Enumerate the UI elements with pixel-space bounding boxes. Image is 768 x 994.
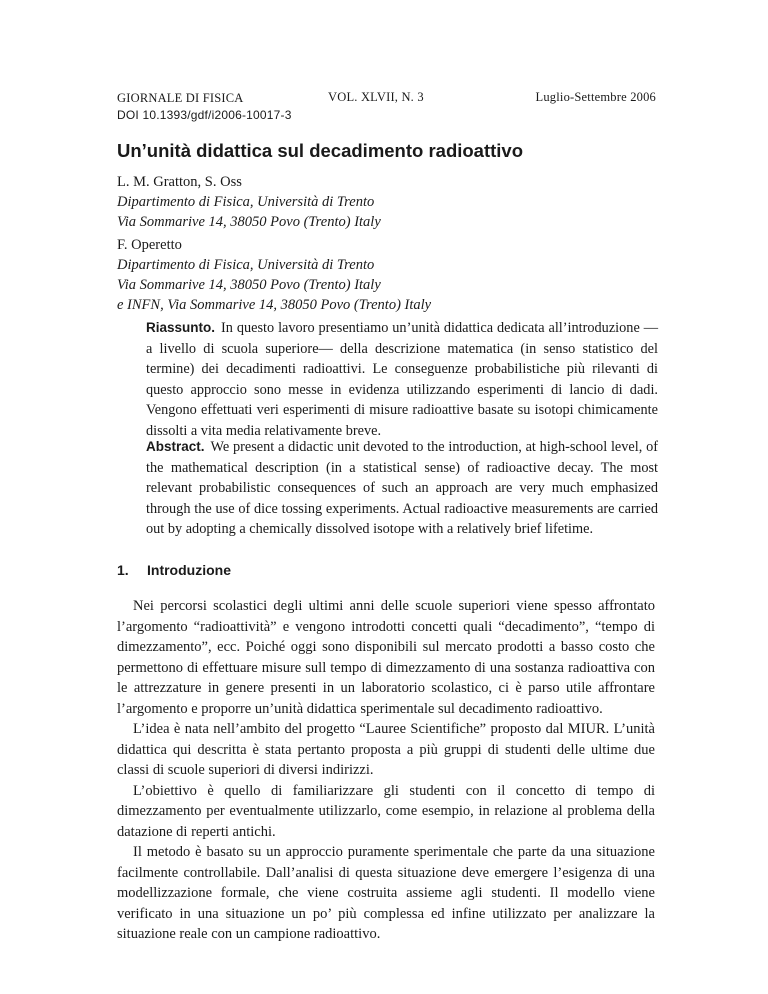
volume-info: VOL. XLVII, N. 3: [328, 90, 424, 104]
affiliation-line: Dipartimento di Fisica, Università di Trento: [117, 194, 375, 210]
affiliation-line: Via Sommarive 14, 38050 Povo (Trento) Italy: [117, 277, 381, 293]
riassunto-text: In questo lavoro presentiamo un’unità didattica dedicata all’introduzione —a livello di scuola superiore— della descrizione matematica (in senso statistico del termine) dei decadimenti radioattivi. Le conseguenze probabilistiche più rilevanti di questo approccio sono messe in evidenza utilizzando esperimenti di lancio di dadi. Vengono effettuati veri esperimenti di misure radioattive basate su isotopi chimicamente dissolti a vita media relativamente breve.: [146, 320, 658, 439]
author-group-1: [117, 172, 381, 232]
abstract: [146, 437, 658, 540]
journal-name: GIORNALE DI FISICA: [117, 91, 244, 105]
doi: DOI 10.1393/gdf/i2006-10017-3: [117, 108, 292, 122]
affiliation-line: Via Sommarive 14, 38050 Povo (Trento) Italy: [117, 214, 381, 230]
author-names: F. Operetto: [117, 237, 182, 253]
section-title: Introduzione: [147, 562, 231, 578]
affiliation-line: e INFN, Via Sommarive 14, 38050 Povo (Trento) Italy: [117, 297, 432, 313]
author-names: L. M. Gratton, S. Oss: [117, 174, 242, 190]
section-heading: [117, 562, 231, 578]
paragraph: L’obiettivo è quello di familiarizzare gli studenti con il concetto di tempo di dimezzamento per eventualmente utilizzarlo, come esempio, in relazione al problema della datazione di reperti antichi.: [117, 782, 655, 840]
paragraph: Nei percorsi scolastici degli ultimi anni delle scuole superiori viene spesso affrontato l’argomento “radioattività” e vengono introdotti concetti quali “decadimento”, “tempo di dimezzamento”, ecc. Poiché oggi sono disponibili sul mercato prodotti a basso costo che permettono di effettuare misure sull tempo di dimezzamento di una sostanza radioattiva con le attrezzature in genere presenti in un laboratorio scolastico, ci è parso utile affrontare l’argomento e proporre un’unità didattica sperimentale sul decadimento radioattivo.: [117, 598, 655, 717]
paper-title: Un’unità didattica sul decadimento radioattivo: [117, 140, 524, 161]
issue-date: Luglio-Settembre 2006: [535, 90, 656, 104]
running-header-left: [117, 90, 292, 124]
abstract-label: Abstract.: [146, 439, 205, 454]
riassunto-label: Riassunto.: [146, 320, 216, 335]
section-number: 1.: [117, 562, 129, 578]
author-group-2: [117, 235, 431, 315]
abstract-text: We present a didactic unit devoted to the introduction, at high-school level, of the mathematical description (in a statistical sense) of radioactive decay. The most relevant probabilistic consequences of such an approach are very much emphasized through the use of dice tossing experiments. Actual radioactive measurements are carried out by adopting a chemically dissolved isotope with a relatively brief lifetime.: [146, 439, 658, 537]
affiliation-line: Dipartimento di Fisica, Università di Trento: [117, 257, 375, 273]
section-body: [117, 596, 655, 945]
riassunto: [146, 318, 658, 441]
paragraph: Il metodo è basato su un approccio puramente sperimentale che parte da una situazione facilmente controllabile. Dall’analisi di questa situazione deve emergere l’esigenza di una modellizzazione formale, che viene costruita assieme agli studenti. Il modello viene verificato in una situazione un po’ più complessa ed infine utilizzato per analizzare la situazione reale con un campione radioattivo.: [117, 844, 655, 942]
paragraph: L’idea è nata nell’ambito del progetto “Lauree Scientifiche” proposto dal MIUR. L’unità didattica qui descritta è stata pertanto proposta a più gruppi di studenti delle ultime due classi di scuole superiori di diversi indirizzi.: [117, 721, 655, 778]
